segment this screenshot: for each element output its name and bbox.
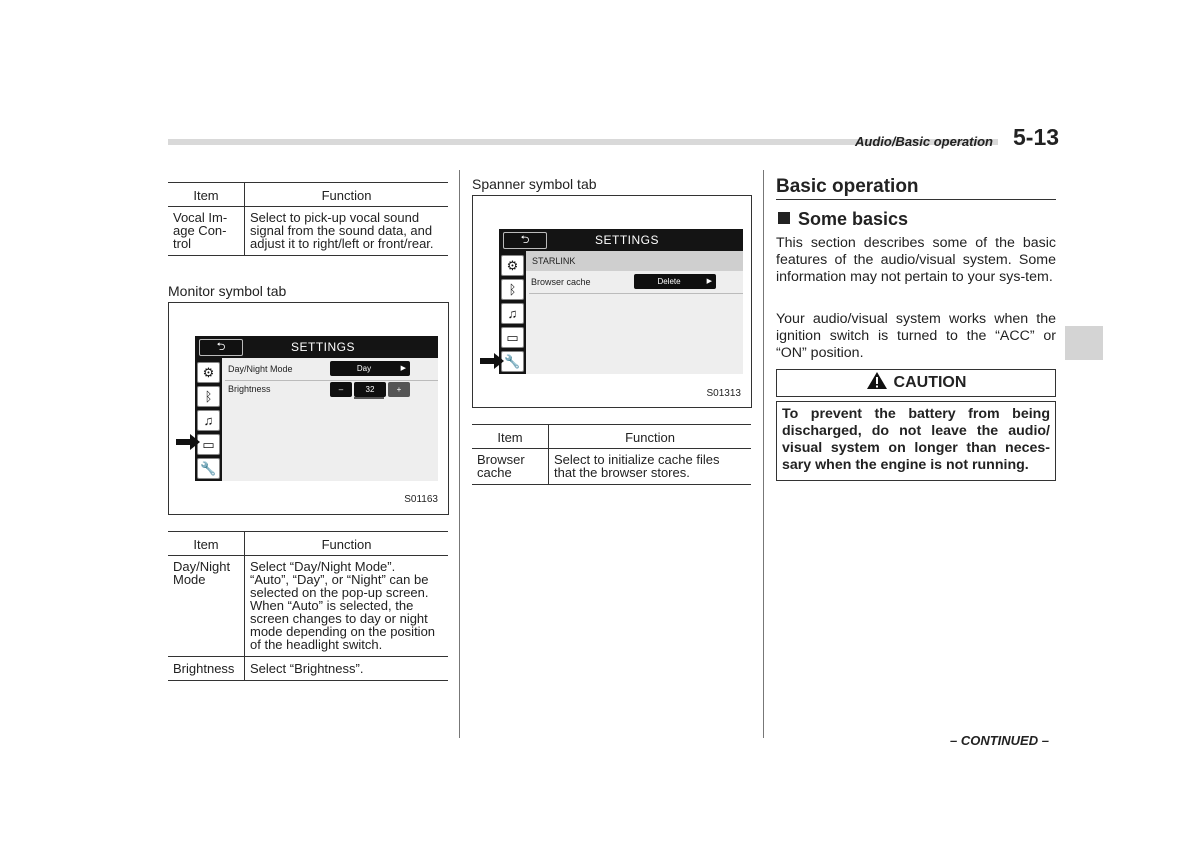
basic-operation-heading: Basic operation xyxy=(776,176,919,197)
screen-title-bar xyxy=(195,336,438,358)
spanner-screen xyxy=(499,229,743,374)
vocal-table xyxy=(168,182,448,256)
monitor-figure xyxy=(168,302,449,515)
day-night-select[interactable] xyxy=(330,361,410,376)
col-header-item: Item xyxy=(472,425,549,449)
figure-id: S01313 xyxy=(706,388,741,399)
spanner-figure xyxy=(472,195,752,408)
music-note-icon[interactable]: ♫ xyxy=(197,410,220,431)
continued-label: – CONTINUED – xyxy=(950,733,1049,748)
day-night-label: Day/Night Mode xyxy=(228,364,293,374)
function-cell: Select “Brightness”. xyxy=(245,657,449,681)
col-header-function: Function xyxy=(245,183,449,207)
chevron-right-icon: ▶ xyxy=(706,278,712,285)
spanner-icon[interactable]: 🔧 xyxy=(501,351,524,372)
chevron-right-icon: ▶ xyxy=(400,365,406,372)
brightness-value xyxy=(354,382,386,397)
function-cell: Select to initialize cache files that the browser stores. xyxy=(549,449,752,485)
screen-sidebar xyxy=(195,358,222,481)
brightness-label: Brightness xyxy=(228,384,271,394)
starlink-header-row xyxy=(526,251,743,271)
monitor-table xyxy=(168,531,448,681)
some-basics-text: Some basics xyxy=(798,209,909,229)
paragraph-2: Your audio/visual system works when the ignition switch is turned to the “ACC” or “ON” position. xyxy=(776,311,1056,361)
figure-id: S01163 xyxy=(404,494,438,505)
pointer-arrow-icon xyxy=(176,434,202,450)
pointer-arrow-icon xyxy=(480,353,506,369)
spanner-caption: Spanner symbol tab xyxy=(472,176,597,192)
bluetooth-icon[interactable]: ᛒ xyxy=(501,279,524,300)
starlink-label: STARLINK xyxy=(532,256,576,266)
plus-icon: + xyxy=(396,385,402,394)
column-divider xyxy=(763,170,764,738)
brightness-number: 32 xyxy=(365,385,375,394)
col-header-item: Item xyxy=(168,183,245,207)
gear-icon[interactable]: ⚙ xyxy=(197,362,220,383)
table-row xyxy=(472,449,751,485)
gear-icon[interactable]: ⚙ xyxy=(501,255,524,276)
music-note-icon[interactable]: ♫ xyxy=(501,303,524,324)
caution-header xyxy=(776,369,1056,397)
row-divider xyxy=(225,380,438,381)
brightness-plus-button[interactable] xyxy=(388,382,410,397)
item-cell: Vocal Im- age Con- trol xyxy=(168,207,245,256)
some-basics-heading xyxy=(778,209,908,230)
back-arrow-icon: ⮌ xyxy=(520,234,530,246)
paragraph-1: This section describes some of the basic features of the audio/visual system. Some information may not pertain to your sys-tem. xyxy=(776,235,1056,285)
bluetooth-icon[interactable]: ᛒ xyxy=(197,386,220,407)
table-row xyxy=(168,556,448,657)
back-arrow-icon: ⮌ xyxy=(216,341,226,353)
delete-button[interactable] xyxy=(634,274,716,289)
chapter-thumb-tab xyxy=(1065,326,1103,360)
screen-title-bar xyxy=(499,229,743,251)
monitor-icon[interactable]: ▭ xyxy=(197,434,220,455)
page-number: 5-13 xyxy=(1013,124,1060,150)
screen-title: SETTINGS xyxy=(595,233,660,247)
back-button[interactable] xyxy=(199,339,243,356)
brightness-level-bar xyxy=(354,397,384,399)
col-header-function: Function xyxy=(245,532,449,556)
delete-label: Delete xyxy=(657,277,681,286)
warning-triangle-icon xyxy=(866,371,888,390)
monitor-screen xyxy=(195,336,438,481)
day-night-value: Day xyxy=(356,364,372,373)
col-header-item: Item xyxy=(168,532,245,556)
col-header-function: Function xyxy=(549,425,752,449)
back-button[interactable] xyxy=(503,232,547,249)
function-cell: Select to pick-up vocal sound signal from the sound data, and adjust it to right/left or front/rear. xyxy=(245,207,449,256)
item-cell: Day/Night Mode xyxy=(168,556,245,657)
square-bullet-icon xyxy=(778,212,790,224)
caution-title: CAUTION xyxy=(893,374,967,391)
spanner-table xyxy=(472,424,751,485)
item-cell: Browser cache xyxy=(472,449,549,485)
monitor-caption: Monitor symbol tab xyxy=(168,283,287,299)
item-cell: Brightness xyxy=(168,657,245,681)
caution-text: To prevent the battery from being discharged, do not leave the audio/ visual system on longer than neces-sary when the engine is not running. xyxy=(776,401,1056,481)
minus-icon: – xyxy=(338,385,344,394)
monitor-icon[interactable]: ▭ xyxy=(501,327,524,348)
heading-rule xyxy=(776,199,1056,200)
brightness-minus-button[interactable] xyxy=(330,382,352,397)
row-divider xyxy=(529,293,743,294)
browser-cache-label: Browser cache xyxy=(531,277,591,287)
spanner-icon[interactable]: 🔧 xyxy=(197,458,220,479)
function-cell: Select “Day/Night Mode”. “Auto”, “Day”, or “Night” can be selected on the pop-up screen. When “Auto” is selected, the screen changes to day or night mode depending on the position of the headlight switch. xyxy=(245,556,449,657)
table-row xyxy=(168,657,448,681)
screen-title: SETTINGS xyxy=(291,340,356,354)
table-row xyxy=(168,207,448,256)
column-divider xyxy=(459,170,460,738)
section-title: Audio/Basic operation xyxy=(855,134,993,149)
